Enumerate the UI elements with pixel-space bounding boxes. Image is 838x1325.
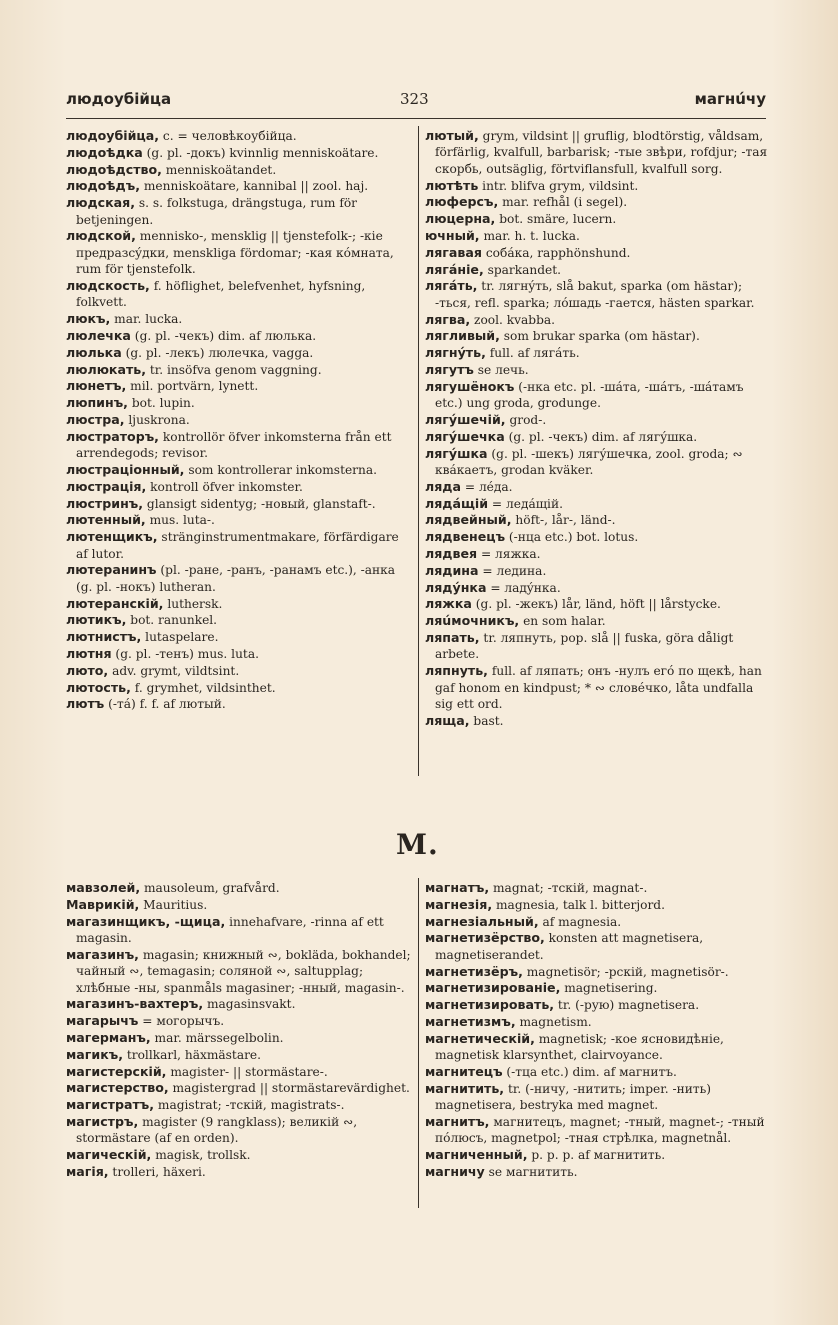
- definition: s. s. folkstuga, drängstuga, rum för betjeningen.: [76, 196, 358, 227]
- headword: люкъ,: [66, 311, 111, 327]
- definition: grym, vildsint || gruflig, blodtörstig, våldsam, förfärlig, kvalfull, barbarisk; -тые звѣри, rofdjur; -тая скорбь, outsäglig, förtviflansfull, kvalfull sorg.: [435, 129, 768, 176]
- definition: bast.: [469, 713, 504, 728]
- dictionary-entry: [425, 613, 770, 629]
- page-number: 323: [400, 90, 429, 108]
- running-header: [66, 86, 766, 112]
- dictionary-entry: [66, 612, 412, 628]
- definition: tr. лягнýть, slå bakut, sparka (om hästar); -ться, refl. sparka; лóшадь -гается, hästen sparkar.: [435, 279, 755, 310]
- dictionary-entry: [425, 512, 770, 528]
- headword: магазинъ-вахтеръ,: [66, 996, 204, 1012]
- headword: магнетизировать,: [425, 997, 555, 1013]
- dictionary-entry: [425, 128, 770, 177]
- definition: lutaspelare.: [141, 630, 219, 645]
- headword: магарычъ: [66, 1013, 139, 1029]
- definition: Mauritius.: [139, 897, 208, 912]
- dictionary-entry: [66, 195, 412, 228]
- headword: магнитецъ: [425, 1063, 503, 1079]
- dictionary-entry: [66, 345, 412, 361]
- dictionary-entry: [425, 529, 770, 545]
- definition: trolleri, häxeri.: [108, 1164, 206, 1179]
- headword: магниченный,: [425, 1147, 528, 1163]
- header-left-guide-word: людоубійца: [66, 90, 172, 108]
- dictionary-entry: [425, 1064, 770, 1080]
- dictionary-entry: [425, 713, 770, 729]
- dictionary-entry: [425, 980, 770, 996]
- dictionary-entry: [66, 162, 412, 178]
- dictionary-entry: [425, 964, 770, 980]
- definition: mus. luta-.: [145, 513, 215, 528]
- dictionary-entry: [66, 362, 412, 378]
- dictionary-entry: [66, 328, 412, 344]
- definition: = ледина.: [478, 563, 547, 578]
- definition: mar. lucka.: [110, 312, 183, 327]
- dictionary-entry: [425, 362, 770, 378]
- section-letter: М.: [396, 828, 439, 861]
- definition: adv. grymt, vildtsint.: [108, 663, 240, 678]
- definition: glansigt sidentyg; -новый, glanstaft-.: [143, 496, 376, 511]
- definition: luthersk.: [163, 596, 223, 611]
- dictionary-entry: [425, 580, 770, 596]
- definition: innehafvare, -rinna af ett magasin.: [76, 914, 384, 945]
- dictionary-entry: [425, 546, 770, 562]
- column-3: [66, 880, 412, 1181]
- definition: menniskoätare, kannibal || zool. haj.: [139, 179, 369, 194]
- definition: magnat; -тскій, magnat-.: [489, 881, 648, 895]
- headword: люто,: [66, 662, 109, 678]
- dictionary-entry: [425, 345, 770, 361]
- definition: full. af лягáть.: [485, 346, 580, 361]
- definition: magnetisk; -кое ясновидѣніе, magnetisk klarsynthet, clairvoyance.: [435, 1031, 724, 1063]
- definition: grod-.: [505, 412, 547, 427]
- dictionary-entry: [425, 880, 770, 896]
- definition: f. höflighet, belefvenhet, hyfsning, folkvett.: [76, 279, 366, 310]
- headword: лютость,: [66, 679, 131, 695]
- definition: (g. pl. -лекъ) люлечка, vagga.: [121, 345, 314, 360]
- headword: людоѣдка: [66, 144, 143, 160]
- headword: магнезіальный,: [425, 913, 539, 929]
- dictionary-entry: [66, 496, 412, 512]
- definition: höft-, lår-, länd-.: [511, 513, 616, 528]
- dictionary-entry: [66, 378, 412, 394]
- definition: mar. märssegelbolin.: [150, 1031, 284, 1045]
- dictionary-entry: [425, 245, 770, 261]
- dictionary-entry: [425, 1147, 770, 1163]
- definition: mennisko-, mensklig || tjenstefolk-; -кіе предразсýдки, menskliga fördomar; -кая кóмната, rum för tjenstefolk.: [76, 229, 394, 277]
- dictionary-entry: [66, 1047, 412, 1063]
- definition: bot. ranunkel.: [126, 613, 218, 628]
- definition: som brukar sparka (om hästar).: [499, 329, 700, 344]
- column-4: [425, 880, 770, 1181]
- headword: лютикъ,: [66, 612, 127, 628]
- dictionary-entry: [66, 663, 412, 679]
- headword: лягýшечка: [425, 428, 505, 444]
- dictionary-entry: [425, 596, 770, 612]
- dictionary-entry: [425, 914, 770, 930]
- headword: лягушёнокъ: [425, 378, 515, 394]
- definition: magnetism.: [515, 1014, 592, 1029]
- dictionary-entry: [66, 1013, 412, 1029]
- definition: (g. pl. -тенъ) mus. luta.: [111, 646, 259, 661]
- definition: f. grymhet, vildsinthet.: [130, 680, 276, 695]
- headword: люстра,: [66, 411, 125, 427]
- dictionary-entry: [425, 1081, 770, 1114]
- dictionary-entry: [425, 211, 770, 227]
- definition: se лечь.: [473, 362, 529, 377]
- headword: лютеранинъ: [66, 562, 157, 578]
- dictionary-entry: [66, 1114, 412, 1147]
- dictionary-entry: [66, 178, 412, 194]
- dictionary-entry: [425, 312, 770, 328]
- headword: люнетъ,: [66, 378, 127, 394]
- headword: лютнистъ,: [66, 629, 142, 645]
- headword: лягливый,: [425, 328, 500, 344]
- definition: с. = человѣкоубійца.: [159, 129, 297, 143]
- dictionary-entry: [425, 630, 770, 663]
- dictionary-entry: [66, 914, 412, 947]
- headword: людская,: [66, 195, 136, 211]
- dictionary-entry: [66, 897, 412, 913]
- dictionary-entry: [66, 1064, 412, 1080]
- definition: magasinsvakt.: [203, 997, 296, 1012]
- definition: (g. pl. -чекъ) dim. af люлька.: [130, 329, 317, 343]
- dictionary-entry: [425, 479, 770, 495]
- definition: = могорычъ.: [138, 1014, 225, 1029]
- headword: люстрація,: [66, 478, 147, 494]
- dictionary-entry: [425, 496, 770, 512]
- definition: intr. blifva grym, vildsint.: [478, 178, 639, 193]
- headword: люцерна,: [425, 211, 496, 227]
- dictionary-entry: [425, 1014, 770, 1030]
- headword: лютня: [66, 645, 112, 661]
- column-divider-bottom: [418, 878, 419, 1208]
- definition: (g. pl. -шекъ) лягýшечка, zool. groda; ∾ квáкаетъ, grodan kväker.: [435, 446, 743, 477]
- headword: ляща,: [425, 712, 470, 728]
- headword: люлюкать,: [66, 361, 147, 377]
- definition: magistrat; -тскій, magistrats-.: [154, 1098, 345, 1113]
- dictionary-entry: [425, 194, 770, 210]
- headword: лягва,: [425, 311, 471, 327]
- headword: людской,: [66, 228, 136, 244]
- definition: magister- || stormästare-.: [166, 1064, 328, 1079]
- headword: ючный,: [425, 228, 480, 243]
- definition: magnetisering.: [560, 981, 658, 996]
- definition: (pl. -ране, -ранъ, -ранамъ etc.), -анка (g. pl. -нокъ) lutheran.: [76, 563, 396, 594]
- headword: лютенщикъ,: [66, 529, 158, 545]
- dictionary-entry: [425, 178, 770, 194]
- dictionary-entry: [425, 1031, 770, 1064]
- headword: лягáніе,: [425, 261, 484, 277]
- headword: люлька: [66, 344, 122, 360]
- definition: tr. ляпнуть, pop. slå || fuska, göra dåligt arbete.: [435, 630, 734, 662]
- definition: (g. pl. -чекъ) dim. af лягýшка.: [504, 429, 698, 444]
- dictionary-entry: [66, 629, 412, 645]
- dictionary-entry: [425, 997, 770, 1013]
- headword: магнетизмъ,: [425, 1013, 516, 1029]
- headword: магнетизёръ,: [425, 963, 523, 979]
- headword: люстринъ,: [66, 495, 144, 511]
- dictionary-entry: [425, 328, 770, 344]
- definition: tr. insöfva genom vaggning.: [146, 362, 322, 377]
- definition: magnetisör; -рскій, magnetisör-.: [522, 964, 729, 979]
- headword: лютъ: [66, 696, 105, 712]
- headword: магистратъ,: [66, 1097, 155, 1113]
- headword: ляпнуть,: [425, 663, 488, 679]
- headword: лядвенецъ: [425, 529, 506, 545]
- definition: magnesia, talk l. bitterjord.: [492, 897, 665, 912]
- headword: Маврикій,: [66, 896, 140, 912]
- header-right-guide-word: магнúчу: [694, 90, 766, 108]
- headword: лягýшечій,: [425, 411, 506, 427]
- definition: ljuskrona.: [124, 412, 190, 427]
- definition: mausoleum, grafvård.: [140, 881, 280, 895]
- headword: магнитъ,: [425, 1113, 490, 1129]
- definition: = ладýнка.: [486, 580, 561, 595]
- definition: магнитецъ, magnet; -тный, magnet-; -тный пóлюсъ, magnetpol; -тная стрѣлка, magnetnål.: [435, 1114, 765, 1146]
- definition: mil. portvärn, lynett.: [126, 379, 259, 394]
- definition: kontrollör öfver inkomsterna från ett arrendegods; revisor.: [76, 429, 392, 461]
- definition: (-тца etc.) dim. af магнитъ.: [502, 1064, 677, 1079]
- definition: mar. refhål (i segel).: [498, 195, 628, 210]
- headword: магистерство,: [66, 1080, 169, 1096]
- definition: (g. pl. -жекъ) lår, länd, höft || lårstycke.: [471, 597, 721, 612]
- headword: магерманъ,: [66, 1030, 151, 1045]
- dictionary-entry: [425, 930, 770, 963]
- headword: лядýнка: [425, 579, 487, 595]
- definition: = ледáщій.: [488, 496, 563, 511]
- dictionary-entry: [425, 412, 770, 428]
- definition: magister (9 rangklass); великій ∾, stormästare (af en orden).: [76, 1114, 358, 1146]
- definition: p. p. p. af магнитить.: [527, 1148, 666, 1163]
- definition: mar. h. t. lucka.: [479, 229, 580, 243]
- dictionary-entry: [66, 479, 412, 495]
- dictionary-entry: [66, 1164, 412, 1180]
- definition: (-нка etc. pl. -шáта, -шáтъ, -шáтамъ etc.) ung groda, grodunge.: [435, 379, 744, 411]
- headword: магнетическій,: [425, 1030, 535, 1046]
- definition: bot. lupin.: [127, 396, 195, 411]
- dictionary-entry: [66, 680, 412, 696]
- definition: kontroll öfver inkomster.: [146, 479, 303, 494]
- definition: tr. (-ничу, -нитить; imper. -нить) magnetisera, bestryka med magnet.: [435, 1081, 711, 1113]
- dictionary-entry: [66, 646, 412, 662]
- dictionary-entry: [425, 446, 770, 479]
- dictionary-entry: [66, 947, 412, 996]
- headword: лютѣть: [425, 177, 479, 193]
- headword: лядина: [425, 562, 479, 578]
- definition: trollkarl, häxmästare.: [123, 1047, 261, 1062]
- headword: мавзолей,: [66, 880, 141, 895]
- dictionary-entry: [425, 1164, 770, 1180]
- definition: som kontrollerar inkomsterna.: [184, 462, 377, 477]
- headword: магія,: [66, 1163, 109, 1179]
- dictionary-entry: [66, 278, 412, 311]
- headword: люстраторъ,: [66, 428, 159, 444]
- dictionary-entry: [425, 429, 770, 445]
- headword: лягáть,: [425, 278, 478, 294]
- definition: af magnesia.: [538, 914, 622, 929]
- headword: лютеранскій,: [66, 595, 164, 611]
- dictionary-entry: [425, 379, 770, 412]
- headword: людоѣдство,: [66, 161, 162, 177]
- dictionary-entry: [425, 1114, 770, 1147]
- dictionary-entry: [66, 880, 412, 896]
- headword: магнетизёрство,: [425, 930, 545, 946]
- headword: магическій,: [66, 1147, 152, 1163]
- headword: лягавая: [425, 244, 482, 260]
- dictionary-entry: [425, 563, 770, 579]
- dictionary-entry: [66, 996, 412, 1012]
- headword: люстраціонный,: [66, 461, 185, 477]
- dictionary-entry: [66, 145, 412, 161]
- definition: konsten att magnetisera, magnetiserandet.: [435, 931, 704, 962]
- dictionary-entry: [66, 1147, 412, 1163]
- definition: (-тá) f. f. af лютый.: [104, 697, 226, 712]
- dictionary-entry: [66, 529, 412, 562]
- dictionary-entry: [66, 462, 412, 478]
- dictionary-entry: [66, 228, 412, 277]
- headword: магазинъ,: [66, 946, 139, 962]
- column-divider-top: [418, 126, 419, 776]
- dictionary-entry: [425, 278, 770, 311]
- headword: лютенный,: [66, 512, 146, 528]
- dictionary-entry: [66, 596, 412, 612]
- definition: (g. pl. -докъ) kvinnlig menniskoätare.: [142, 145, 379, 160]
- definition: se магнитить.: [484, 1164, 578, 1179]
- headword: лягутъ: [425, 361, 474, 377]
- dictionary-entry: [66, 311, 412, 327]
- dictionary-entry: [66, 512, 412, 528]
- definition: tr. (-рую) magnetisera.: [554, 998, 700, 1013]
- header-rule: [66, 118, 766, 119]
- headword: ляжка: [425, 596, 472, 612]
- headword: магнетизированіе,: [425, 980, 561, 996]
- headword: ляпать,: [425, 629, 480, 645]
- dictionary-entry: [66, 395, 412, 411]
- dictionary-entry: [66, 1030, 412, 1046]
- headword: магистръ,: [66, 1113, 139, 1129]
- dictionary-entry: [66, 562, 412, 595]
- headword: магничу: [425, 1163, 485, 1179]
- headword: лядáщій: [425, 495, 489, 511]
- headword: магазинщикъ, -щица,: [66, 913, 226, 929]
- headword: людскость,: [66, 278, 150, 293]
- definition: magisk, trollsk.: [151, 1148, 251, 1163]
- headword: магнатъ,: [425, 880, 490, 895]
- column-2: [425, 128, 770, 730]
- headword: люферсъ,: [425, 194, 499, 210]
- definition: = лéда.: [460, 479, 513, 494]
- headword: лядвейный,: [425, 512, 512, 528]
- headword: лютый,: [425, 128, 479, 143]
- headword: люпинъ,: [66, 395, 128, 411]
- dictionary-entry: [425, 262, 770, 278]
- headword: людоѣдъ,: [66, 178, 140, 194]
- definition: = ляжка.: [477, 546, 541, 561]
- definition: bot. smäre, lucern.: [495, 212, 617, 227]
- column-1: [66, 128, 412, 713]
- headword: ляда: [425, 478, 461, 494]
- headword: люлечка: [66, 328, 131, 343]
- definition: magasin; книжный ∾, bokläda, bokhandel; чайный ∾, temagasin; соляной ∾, saltupplag; хлѣбные -ны, spanmåls magasiner; -нный, magasin-.: [76, 947, 411, 995]
- headword: магикъ,: [66, 1046, 123, 1062]
- headword: лядвея: [425, 545, 478, 561]
- headword: магистерскій,: [66, 1063, 167, 1079]
- dictionary-entry: [66, 429, 412, 462]
- dictionary-entry: [425, 228, 770, 244]
- definition: magistergrad || stormästarevärdighet.: [168, 1081, 410, 1096]
- definition: собáка, rapphönshund.: [481, 245, 631, 260]
- dictionary-entry: [66, 1097, 412, 1113]
- headword: магнитить,: [425, 1080, 505, 1096]
- dictionary-entry: [66, 128, 412, 144]
- dictionary-entry: [425, 663, 770, 712]
- dictionary-entry: [425, 897, 770, 913]
- headword: ляúмочникъ,: [425, 613, 520, 629]
- headword: магнезія,: [425, 896, 493, 912]
- definition: zool. kvabba.: [470, 312, 556, 327]
- dictionary-entry: [66, 696, 412, 712]
- definition: menniskoätandet.: [161, 162, 277, 177]
- definition: full. af ляпать; онъ -нулъ егó по щекѣ, han gaf honom en kindpust; * ∾ словéчко, låta undfalla sig ett ord.: [435, 664, 762, 711]
- definition: stränginstrumentmakare, förfärdigare af lutor.: [76, 530, 399, 561]
- dictionary-entry: [66, 1080, 412, 1096]
- headword: лягýшка: [425, 445, 488, 461]
- headword: людоубійца,: [66, 128, 160, 143]
- definition: (-нца etc.) bot. lotus.: [505, 530, 639, 545]
- definition: en som halar.: [519, 614, 606, 629]
- dictionary-entry: [66, 412, 412, 428]
- definition: sparkandet.: [483, 262, 562, 277]
- headword: лягнýть,: [425, 345, 486, 361]
